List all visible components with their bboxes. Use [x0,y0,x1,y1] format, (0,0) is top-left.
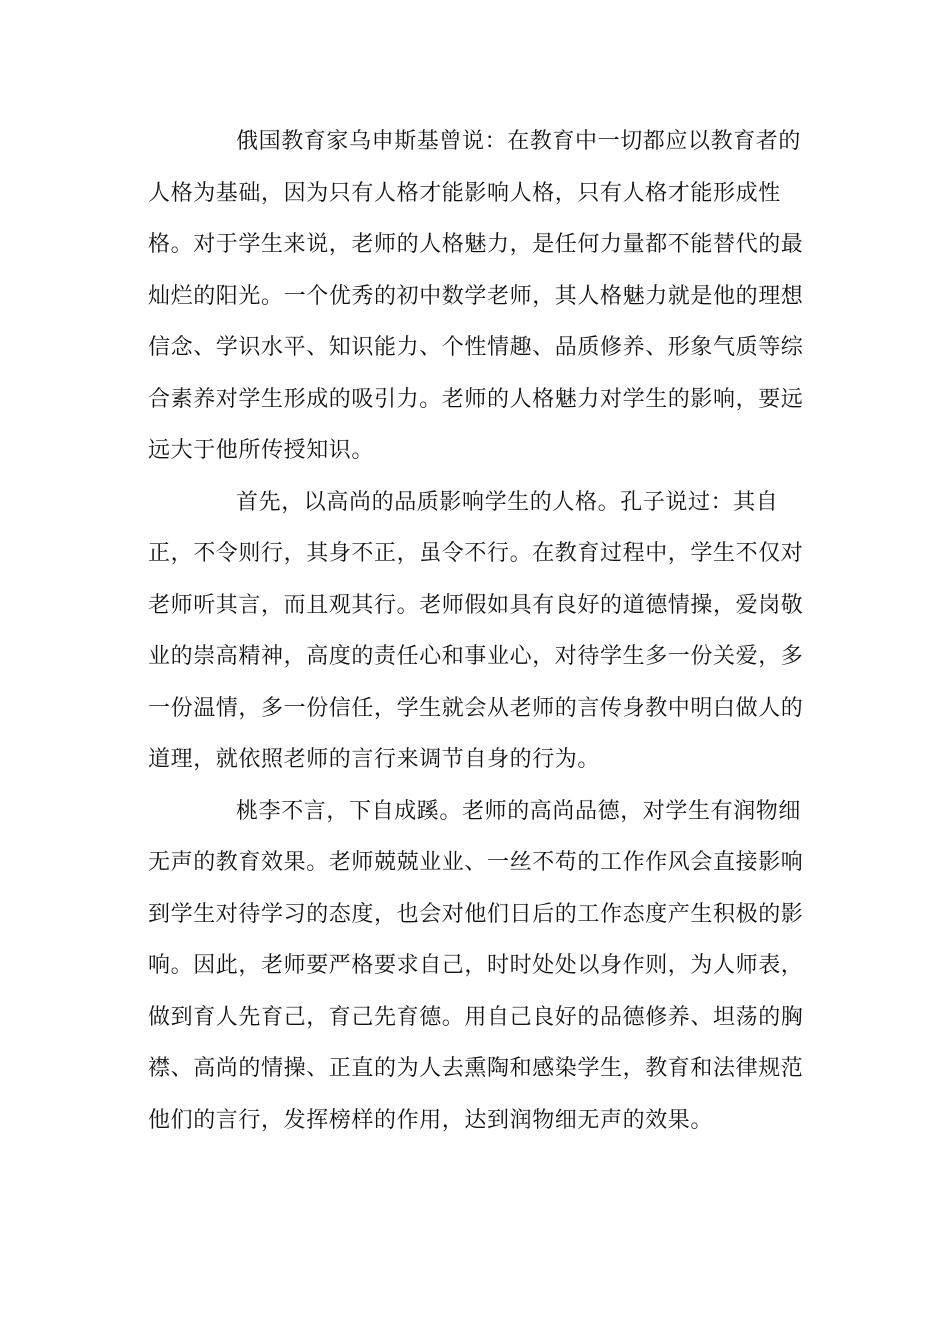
text-line: 业的崇高精神，高度的责任心和事业心，对待学生多一份关爱，多 [148,644,804,669]
text-line: 到学生对待学习的态度，也会对他们日后的工作态度产生积极的影 [148,901,804,927]
text-line: 他们的言行，发挥榜样的作用，达到润物细无声的效果。 [148,1107,714,1133]
paragraph-1 [148,116,804,477]
text-line: 人格为基础，因为只有人格才能影响人格，只有人格才能形成性 [148,180,781,206]
text-line: 响。因此，老师要严格要求自己，时时处处以身作则，为人师表， [148,953,804,978]
text-line: 道理，就依照老师的言行来调节自身的行为。 [148,747,601,772]
text-line: 格。对于学生来说，老师的人格魅力，是任何力量都不能替代的最 [148,232,804,257]
text-line: 襟、高尚的情操、正直的为人去熏陶和感染学生，教育和法律规范 [148,1056,804,1081]
text-line: 合素养对学生形成的吸引力。老师的人格魅力对学生的影响，要远 [148,386,804,412]
text-line: 无声的教育效果。老师兢兢业业、一丝不苟的工作作风会直接影响 [148,850,804,875]
text-line: 一份温情，多一份信任，学生就会从老师的言传身教中明白做人的 [148,695,804,721]
text-line: 正，不令则行，其身不正，虽令不行。在教育过程中，学生不仅对 [148,541,804,566]
text-line: 首先，以高尚的品质影响学生的人格。孔子说过：其自 [236,489,779,515]
text-line: 老师听其言，而且观其行。老师假如具有良好的道德情操，爱岗敬 [148,592,804,618]
text-line: 灿烂的阳光。一个优秀的初中数学老师，其人格魅力就是他的理想 [148,283,804,309]
text-line: 信念、学识水平、知识能力、个性情趣、品质修养、形象气质等综 [148,335,804,360]
paragraph-3 [148,786,804,1147]
body-text [148,116,804,1146]
text-line: 做到育人先育己，育己先育德。用自己良好的品德修养、坦荡的胸 [148,1004,804,1030]
text-line: 俄国教育家乌申斯基曾说：在教育中一切都应以教育者的 [236,129,802,154]
text-line: 桃李不言，下自成蹊。老师的高尚品德，对学生有润物细 [236,798,802,824]
text-line: 远大于他所传授知识。 [148,438,375,463]
paragraph-2 [148,477,804,786]
